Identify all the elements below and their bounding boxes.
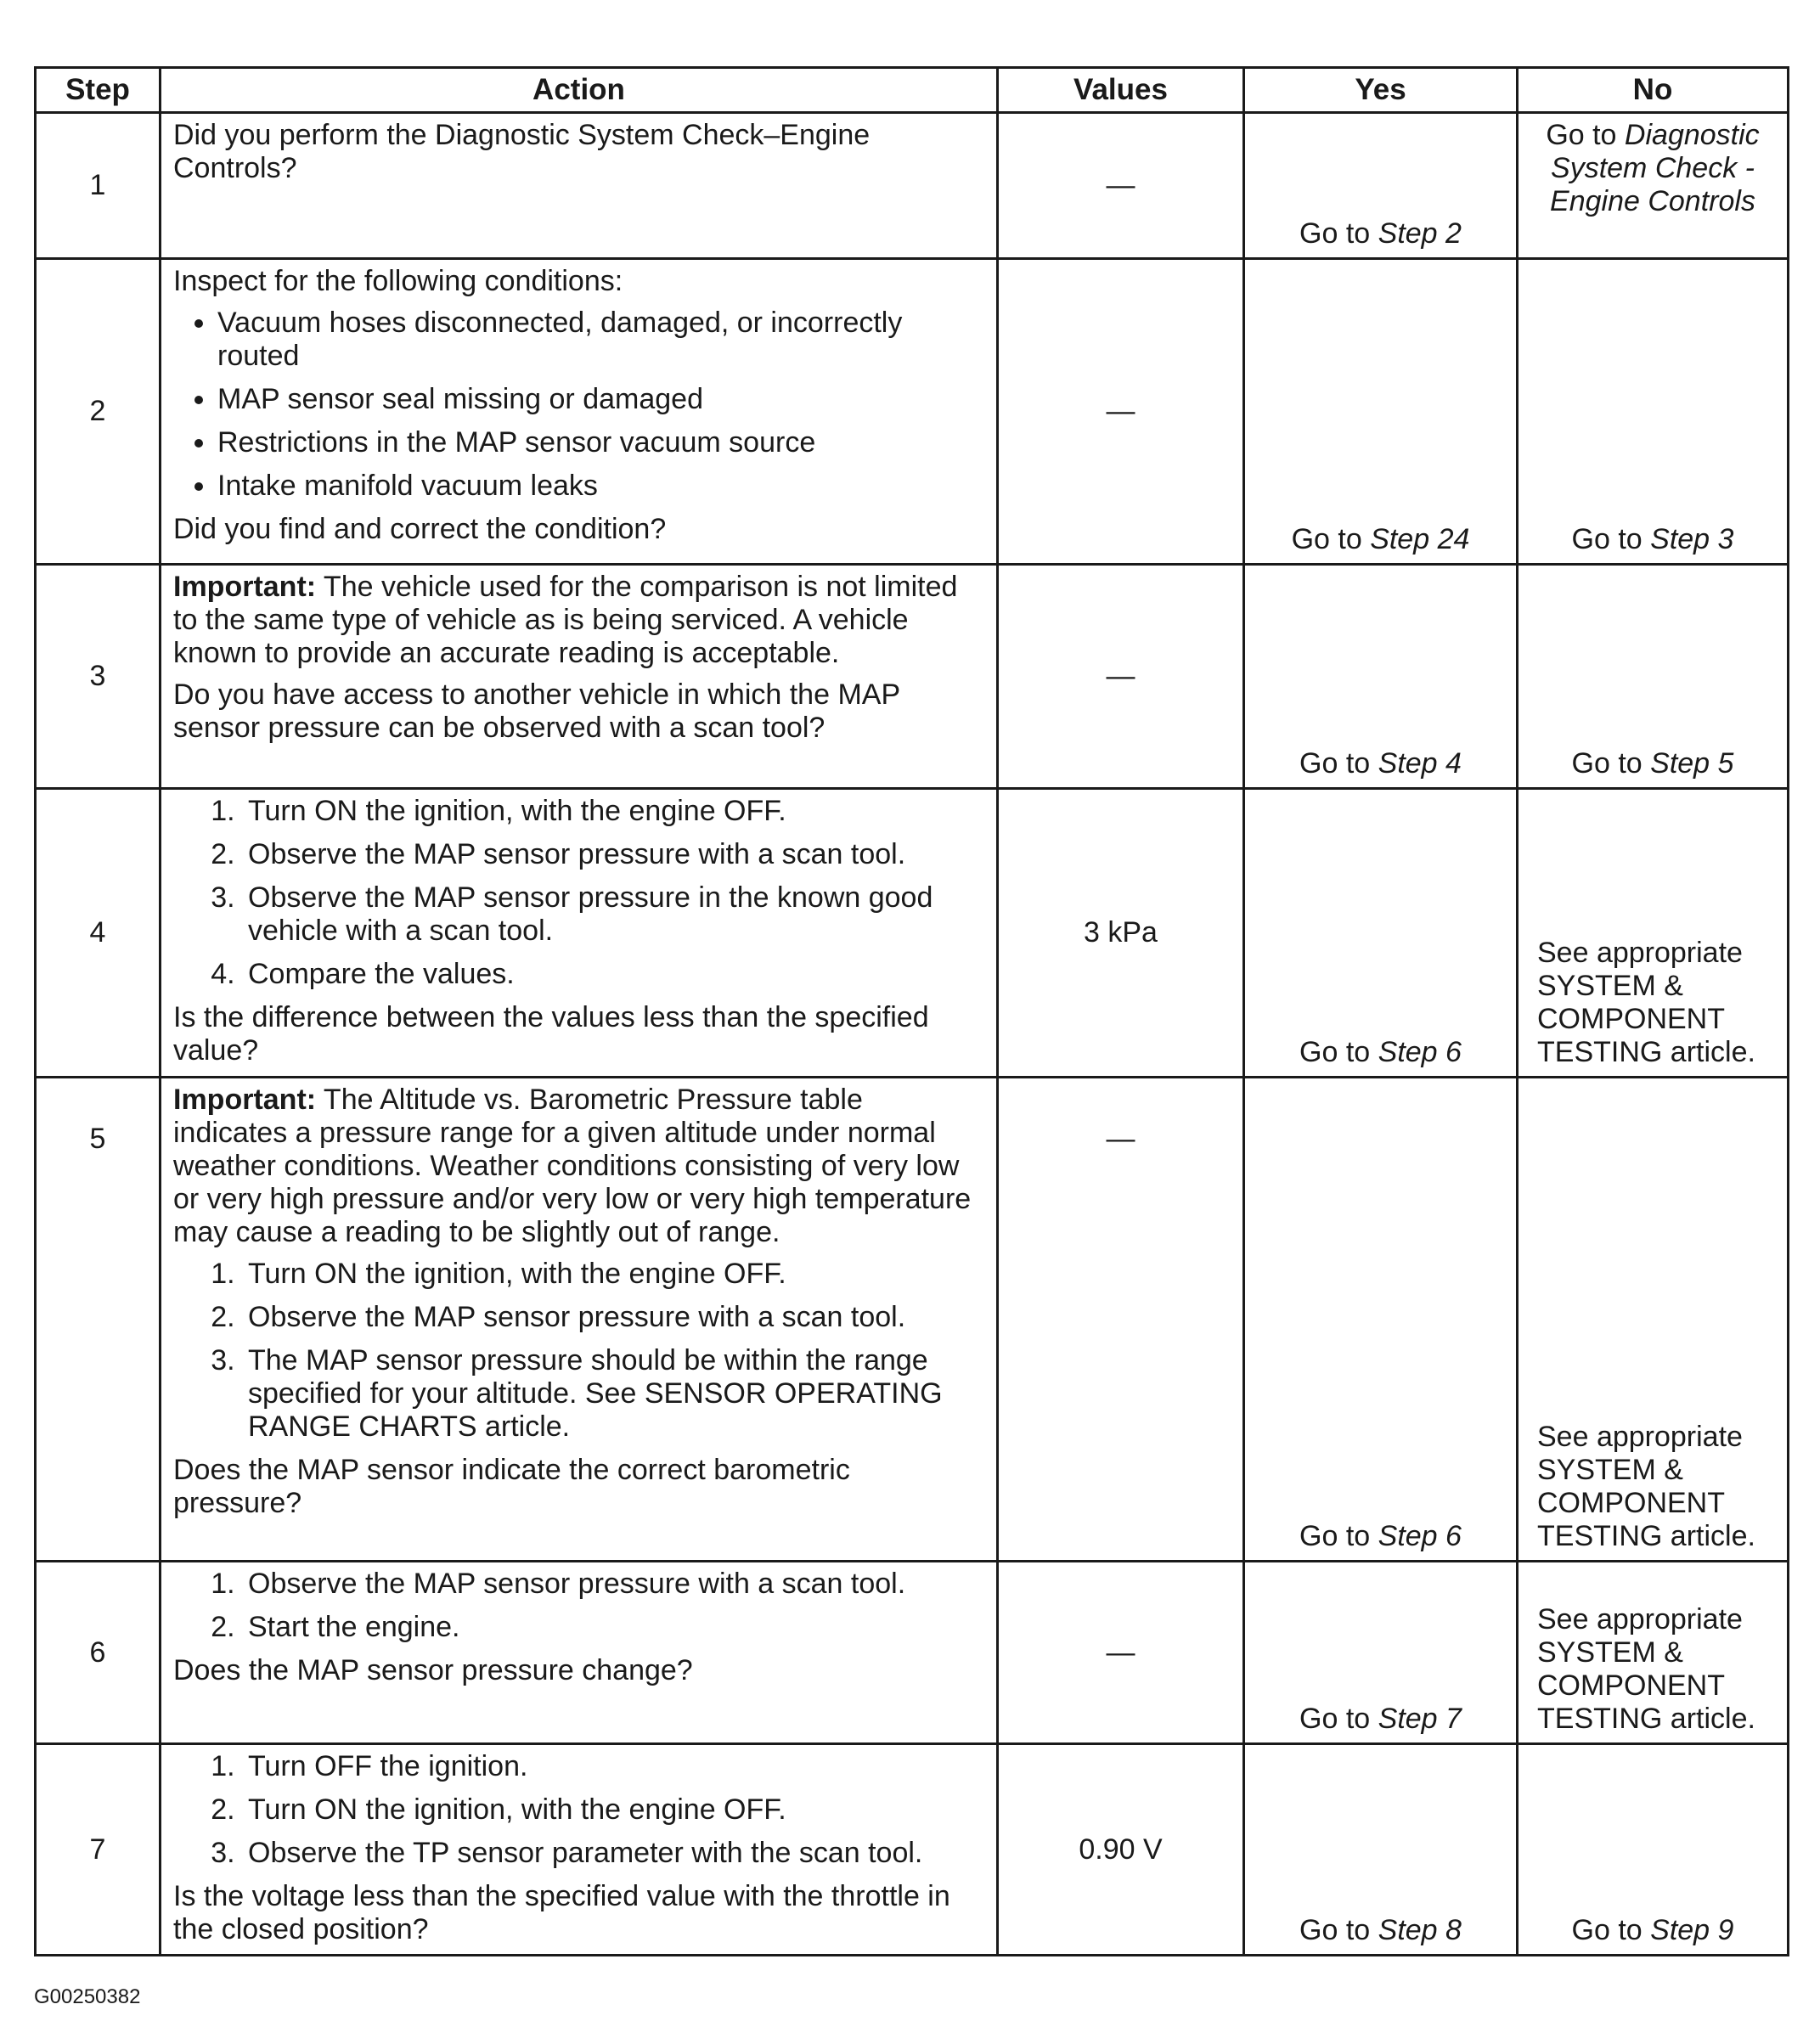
action-cell	[161, 789, 998, 1078]
no-reference-link: Diagnostic System Check - Engine Controls	[1550, 119, 1760, 217]
important-text: The Altitude vs. Barometric Pressure table indicates a pressure range for a given altitude under normal weather conditions. Weather conditions consisting of very low or very high pressure and/or very low or very high temperature may cause a reading to be slightly out of range.	[173, 1084, 972, 1248]
step-number: 3	[36, 565, 161, 789]
list-item: • MAP sensor seal missing or damaged	[217, 383, 984, 416]
no-prefix: Go to	[1546, 119, 1625, 151]
yes-cell	[1244, 1562, 1518, 1744]
no-cell	[1518, 565, 1789, 789]
action-question: Do you have access to another vehicle in which the MAP sensor pressure can be observed with a scan tool?	[173, 678, 900, 744]
action-cell	[161, 1078, 998, 1562]
list-item: 3. Observe the TP sensor parameter with the scan tool.	[243, 1837, 984, 1870]
procedure-list	[173, 1750, 984, 1870]
list-item: 3. The MAP sensor pressure should be within the range specified for your altitude. See SENSOR OPERATING RANGE CHARTS article.	[243, 1344, 984, 1444]
value-cell: 0.90 V	[998, 1744, 1244, 1956]
step-number: 6	[36, 1562, 161, 1744]
yes-step-link: Step 24	[1370, 523, 1470, 555]
important-note	[173, 571, 984, 670]
action-question: Did you find and correct the condition?	[173, 513, 667, 545]
list-item: 1. Turn ON the ignition, with the engine OFF.	[243, 795, 984, 828]
action-cell	[161, 1562, 998, 1744]
action-text: Did you perform the Diagnostic System Check–Engine Controls?	[173, 119, 871, 184]
list-item: 3. Observe the MAP sensor pressure in the known good vehicle with a scan tool.	[243, 881, 984, 948]
procedure-list	[173, 1258, 984, 1444]
yes-prefix: Go to	[1299, 1703, 1378, 1735]
action-intro: Inspect for the following conditions:	[173, 265, 623, 297]
value-cell: —	[998, 259, 1244, 565]
list-item: 2. Observe the MAP sensor pressure with a scan tool.	[243, 1301, 984, 1334]
yes-step-link: Step 8	[1378, 1914, 1462, 1946]
yes-step-link: Step 6	[1378, 1520, 1462, 1552]
step-number: 2	[36, 259, 161, 565]
header-values: Values	[998, 68, 1244, 113]
no-cell	[1518, 1744, 1789, 1956]
no-cell: See appropriate SYSTEM & COMPONENT TESTING article.	[1518, 1562, 1789, 1744]
value-cell: —	[998, 113, 1244, 259]
no-step-link: Step 3	[1650, 523, 1734, 555]
header-action: Action	[161, 68, 998, 113]
step-number: 7	[36, 1744, 161, 1956]
header-no: No	[1518, 68, 1789, 113]
table-row	[36, 1562, 1789, 1744]
yes-prefix: Go to	[1299, 217, 1378, 250]
no-cell: See appropriate SYSTEM & COMPONENT TESTING article.	[1518, 1078, 1789, 1562]
step-number: 4	[36, 789, 161, 1078]
list-item: • Restrictions in the MAP sensor vacuum source	[217, 426, 984, 459]
important-note	[173, 1084, 984, 1249]
step-number: 5	[36, 1078, 161, 1562]
table-row	[36, 259, 1789, 565]
value-cell: —	[998, 1562, 1244, 1744]
no-prefix: Go to	[1571, 523, 1651, 555]
no-cell: See appropriate SYSTEM & COMPONENT TESTING article.	[1518, 789, 1789, 1078]
yes-cell	[1244, 1744, 1518, 1956]
yes-prefix: Go to	[1291, 523, 1371, 555]
yes-cell	[1244, 259, 1518, 565]
yes-step-link: Step 6	[1378, 1036, 1462, 1068]
header-step: Step	[36, 68, 161, 113]
value-cell: —	[998, 1078, 1244, 1562]
yes-step-link: Step 4	[1378, 747, 1462, 780]
action-question: Is the difference between the values less than the specified value?	[173, 1001, 929, 1067]
list-item: 1. Observe the MAP sensor pressure with a scan tool.	[243, 1568, 984, 1601]
important-text: The vehicle used for the comparison is not limited to the same type of vehicle as is being serviced. A vehicle known to provide an accurate reading is acceptable.	[173, 571, 958, 669]
table-row	[36, 789, 1789, 1078]
yes-prefix: Go to	[1299, 1914, 1378, 1946]
list-item: 4. Compare the values.	[243, 958, 984, 991]
list-item: • Vacuum hoses disconnected, damaged, or incorrectly routed	[217, 307, 984, 373]
yes-prefix: Go to	[1299, 1036, 1378, 1068]
yes-step-link: Step 7	[1378, 1703, 1462, 1735]
no-prefix: Go to	[1571, 747, 1651, 780]
no-cell	[1518, 259, 1789, 565]
table-row	[36, 1744, 1789, 1956]
list-item: 2. Observe the MAP sensor pressure with a scan tool.	[243, 838, 984, 871]
important-label: Important:	[173, 571, 317, 603]
table-row	[36, 113, 1789, 259]
table-row	[36, 1078, 1789, 1562]
important-label: Important:	[173, 1084, 317, 1116]
list-item: 1. Turn OFF the ignition.	[243, 1750, 984, 1783]
step-number: 1	[36, 113, 161, 259]
yes-cell	[1244, 789, 1518, 1078]
list-item: 2. Turn ON the ignition, with the engine OFF.	[243, 1793, 984, 1827]
action-cell	[161, 1744, 998, 1956]
action-cell	[161, 113, 998, 259]
no-cell	[1518, 113, 1789, 259]
no-step-link: Step 5	[1650, 747, 1734, 780]
value-cell: —	[998, 565, 1244, 789]
header-yes: Yes	[1244, 68, 1518, 113]
procedure-list	[173, 1568, 984, 1644]
no-prefix: Go to	[1571, 1914, 1651, 1946]
action-cell	[161, 259, 998, 565]
yes-prefix: Go to	[1299, 1520, 1378, 1552]
list-item: 2. Start the engine.	[243, 1611, 984, 1644]
action-question: Is the voltage less than the specified value with the throttle in the closed position?	[173, 1880, 950, 1945]
value-cell: 3 kPa	[998, 789, 1244, 1078]
diagnostic-table	[34, 66, 1789, 1956]
figure-code: G00250382	[34, 1985, 141, 2008]
action-question: Does the MAP sensor pressure change?	[173, 1654, 693, 1686]
yes-prefix: Go to	[1299, 747, 1378, 780]
header-row	[36, 68, 1789, 113]
action-question: Does the MAP sensor indicate the correct barometric pressure?	[173, 1454, 850, 1519]
condition-list	[173, 307, 984, 503]
table-row	[36, 565, 1789, 789]
list-item: 1. Turn ON the ignition, with the engine OFF.	[243, 1258, 984, 1291]
yes-cell	[1244, 1078, 1518, 1562]
yes-cell	[1244, 565, 1518, 789]
yes-step-link: Step 2	[1378, 217, 1462, 250]
procedure-list	[173, 795, 984, 991]
yes-cell	[1244, 113, 1518, 259]
no-step-link: Step 9	[1650, 1914, 1734, 1946]
list-item: • Intake manifold vacuum leaks	[217, 470, 984, 503]
action-cell	[161, 565, 998, 789]
